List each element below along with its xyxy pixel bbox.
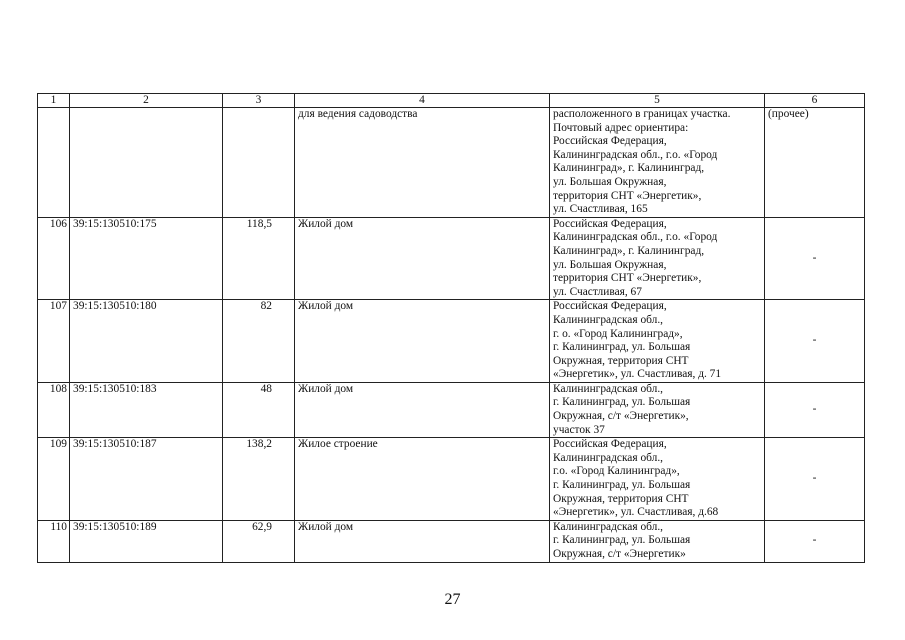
cadastral-number: 39:15:130510:175 xyxy=(70,217,223,300)
note: (прочее) xyxy=(765,108,865,218)
note: - xyxy=(765,382,865,437)
cadastral-number: 39:15:130510:183 xyxy=(70,382,223,437)
address: расположенного в границах участка. Почтовый адрес ориентира: Российская Федерация, Калининградская обл., г.о. «Город Калининград», г. Калининград, ул. Большая Окружная, территория СНТ «Энергетик», ул. Счастливая, 165 xyxy=(550,108,765,218)
cadastral-number: 39:15:130510:187 xyxy=(70,438,223,521)
note: - xyxy=(765,438,865,521)
area: 138,2 xyxy=(223,438,295,521)
address: Российская Федерация, Калининградская обл., г.о. «Город Калининград», г. Калининград, ул. Большая Окружная, территория СНТ «Энергетик», ул. Счастливая, д.68 xyxy=(550,438,765,521)
note: - xyxy=(765,300,865,383)
row-number: 108 xyxy=(38,382,70,437)
note: - xyxy=(765,217,865,300)
row-number xyxy=(38,108,70,218)
address: Калининградская обл., г. Калининград, ул. Большая Окружная, с/т «Энергетик» xyxy=(550,520,765,562)
row-number: 107 xyxy=(38,300,70,383)
address: Российская Федерация, Калининградская обл., г. о. «Город Калининград», г. Калининград, ул. Большая Окружная, территория СНТ «Энергетик», ул. Счастливая, д. 71 xyxy=(550,300,765,383)
table-header-row xyxy=(38,94,865,108)
table-row-continued xyxy=(38,108,865,218)
table-row xyxy=(38,217,865,300)
area: 118,5 xyxy=(223,217,295,300)
purpose: для ведения садоводства xyxy=(295,108,550,218)
row-number: 106 xyxy=(38,217,70,300)
property-table xyxy=(37,93,865,563)
cadastral-number: 39:15:130510:189 xyxy=(70,520,223,562)
table-row xyxy=(38,438,865,521)
purpose: Жилой дом xyxy=(295,217,550,300)
header-col-4: 4 xyxy=(295,94,550,108)
page-number: 27 xyxy=(444,591,461,608)
address: Калининградская обл., г. Калининград, ул. Большая Окружная, с/т «Энергетик», участок 37 xyxy=(550,382,765,437)
header-col-3: 3 xyxy=(223,94,295,108)
table-row xyxy=(38,300,865,383)
purpose: Жилой дом xyxy=(295,382,550,437)
row-number: 109 xyxy=(38,438,70,521)
purpose: Жилой дом xyxy=(295,300,550,383)
row-number: 110 xyxy=(38,520,70,562)
note: - xyxy=(765,520,865,562)
area: 62,9 xyxy=(223,520,295,562)
header-col-2: 2 xyxy=(70,94,223,108)
cadastral-number xyxy=(70,108,223,218)
area: 82 xyxy=(223,300,295,383)
area: 48 xyxy=(223,382,295,437)
address: Российская Федерация, Калининградская обл., г.о. «Город Калининград», г. Калининград, ул. Большая Окружная, территория СНТ «Энергетик», ул. Счастливая, 67 xyxy=(550,217,765,300)
header-col-1: 1 xyxy=(38,94,70,108)
cadastral-number: 39:15:130510:180 xyxy=(70,300,223,383)
purpose: Жилой дом xyxy=(295,520,550,562)
purpose: Жилое строение xyxy=(295,438,550,521)
header-col-6: 6 xyxy=(765,94,865,108)
area xyxy=(223,108,295,218)
table-row xyxy=(38,382,865,437)
table-row xyxy=(38,520,865,562)
header-col-5: 5 xyxy=(550,94,765,108)
